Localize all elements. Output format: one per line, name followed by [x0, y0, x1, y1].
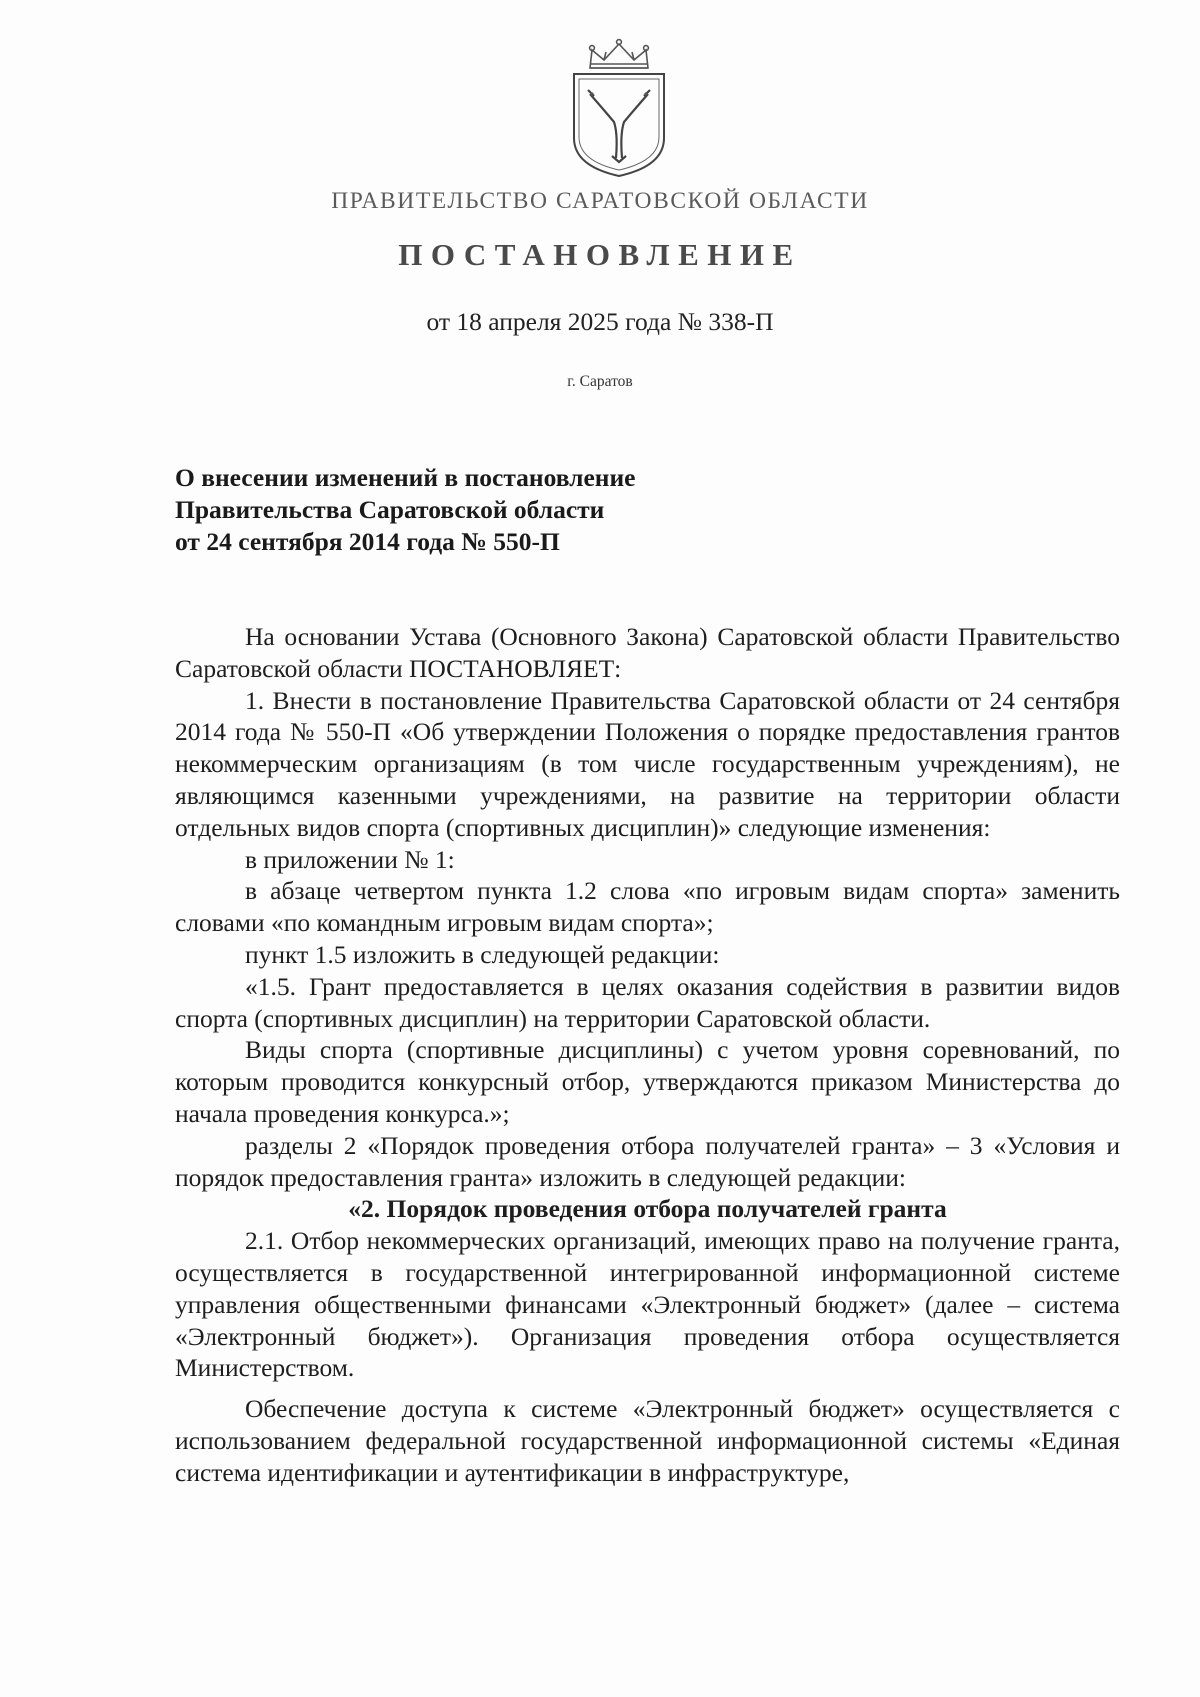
document-subject [175, 462, 636, 558]
subject-line-3: от 24 сентября 2014 года № 550-П [175, 527, 560, 556]
paragraph-sport-types: Виды спорта (спортивные дисциплины) с учетом уровня соревнований, по которым проводится конкурсный отбор, утверждаются приказом Министерства до начала проведения конкурса.»; [175, 1035, 1120, 1128]
document-date-number: от 18 апреля 2025 года № 338-П [426, 307, 774, 336]
section-heading: «2. Порядок проведения отбора получателей гранта [348, 1194, 947, 1224]
document-body [175, 621, 1120, 1489]
subject-line-2: Правительства Саратовской области [175, 495, 605, 524]
paragraph-preamble: На основании Устава (Основного Закона) Саратовской области Правительство Саратовской области ПОСТАНОВЛЯЕТ: [175, 622, 1120, 683]
paragraph-quote-1-5: «1.5. Грант предоставляется в целях оказания содействия в развитии видов спорта (спортивных дисциплин) на территории Саратовской области. [175, 971, 1120, 1033]
paragraph-2-1: 2.1. Отбор некоммерческих организаций, имеющих право на получение гранта, осуществляется в государственной интегрированной информационной системе управления общественными финансами «Электронный бюджет» (далее – система «Электронный бюджет»). Организация проведения отбора осуществляется Министерством. [175, 1226, 1120, 1383]
subject-line-1: О внесении изменений в постановление [175, 463, 636, 492]
government-title: ПРАВИТЕЛЬСТВО САРАТОВСКОЙ ОБЛАСТИ [331, 188, 869, 214]
paragraph-item-1: 1. Внести в постановление Правительства Саратовской области от 24 сентября 2014 года № 550-П «Об утверждении Положения о порядке предоставления грантов некоммерческим организациям (в том числе государственным учреждениям), не являющимся казенными учреждениями, на развитие на территории области отдельных видов спорта (спортивных дисциплин)» следующие изменения: [175, 685, 1120, 842]
paragraph-sections: разделы 2 «Порядок проведения отбора получателей гранта» – 3 «Условия и порядок предоставления гранта» изложить в следующей редакции: [175, 1130, 1120, 1192]
document-type: ПОСТАНОВЛЕНИЕ [398, 237, 802, 272]
paragraph-appendix: в приложении № 1: [245, 844, 455, 874]
paragraph-amendment-1-2: в абзаце четвертом пункта 1.2 слова «по игровым видам спорта» заменить словами «по командным игровым видам спорта»; [175, 876, 1120, 938]
saratov-coat-of-arms-icon [560, 38, 678, 180]
document-city: г. Саратов [567, 373, 633, 390]
paragraph-access: Обеспечение доступа к системе «Электронный бюджет» осуществляется с использованием федеральной государственной информационной системы «Единая система идентификации и аутентификации в инфраструктуре, [175, 1394, 1120, 1487]
paragraph-amendment-1-5: пункт 1.5 изложить в следующей редакции: [245, 939, 720, 969]
